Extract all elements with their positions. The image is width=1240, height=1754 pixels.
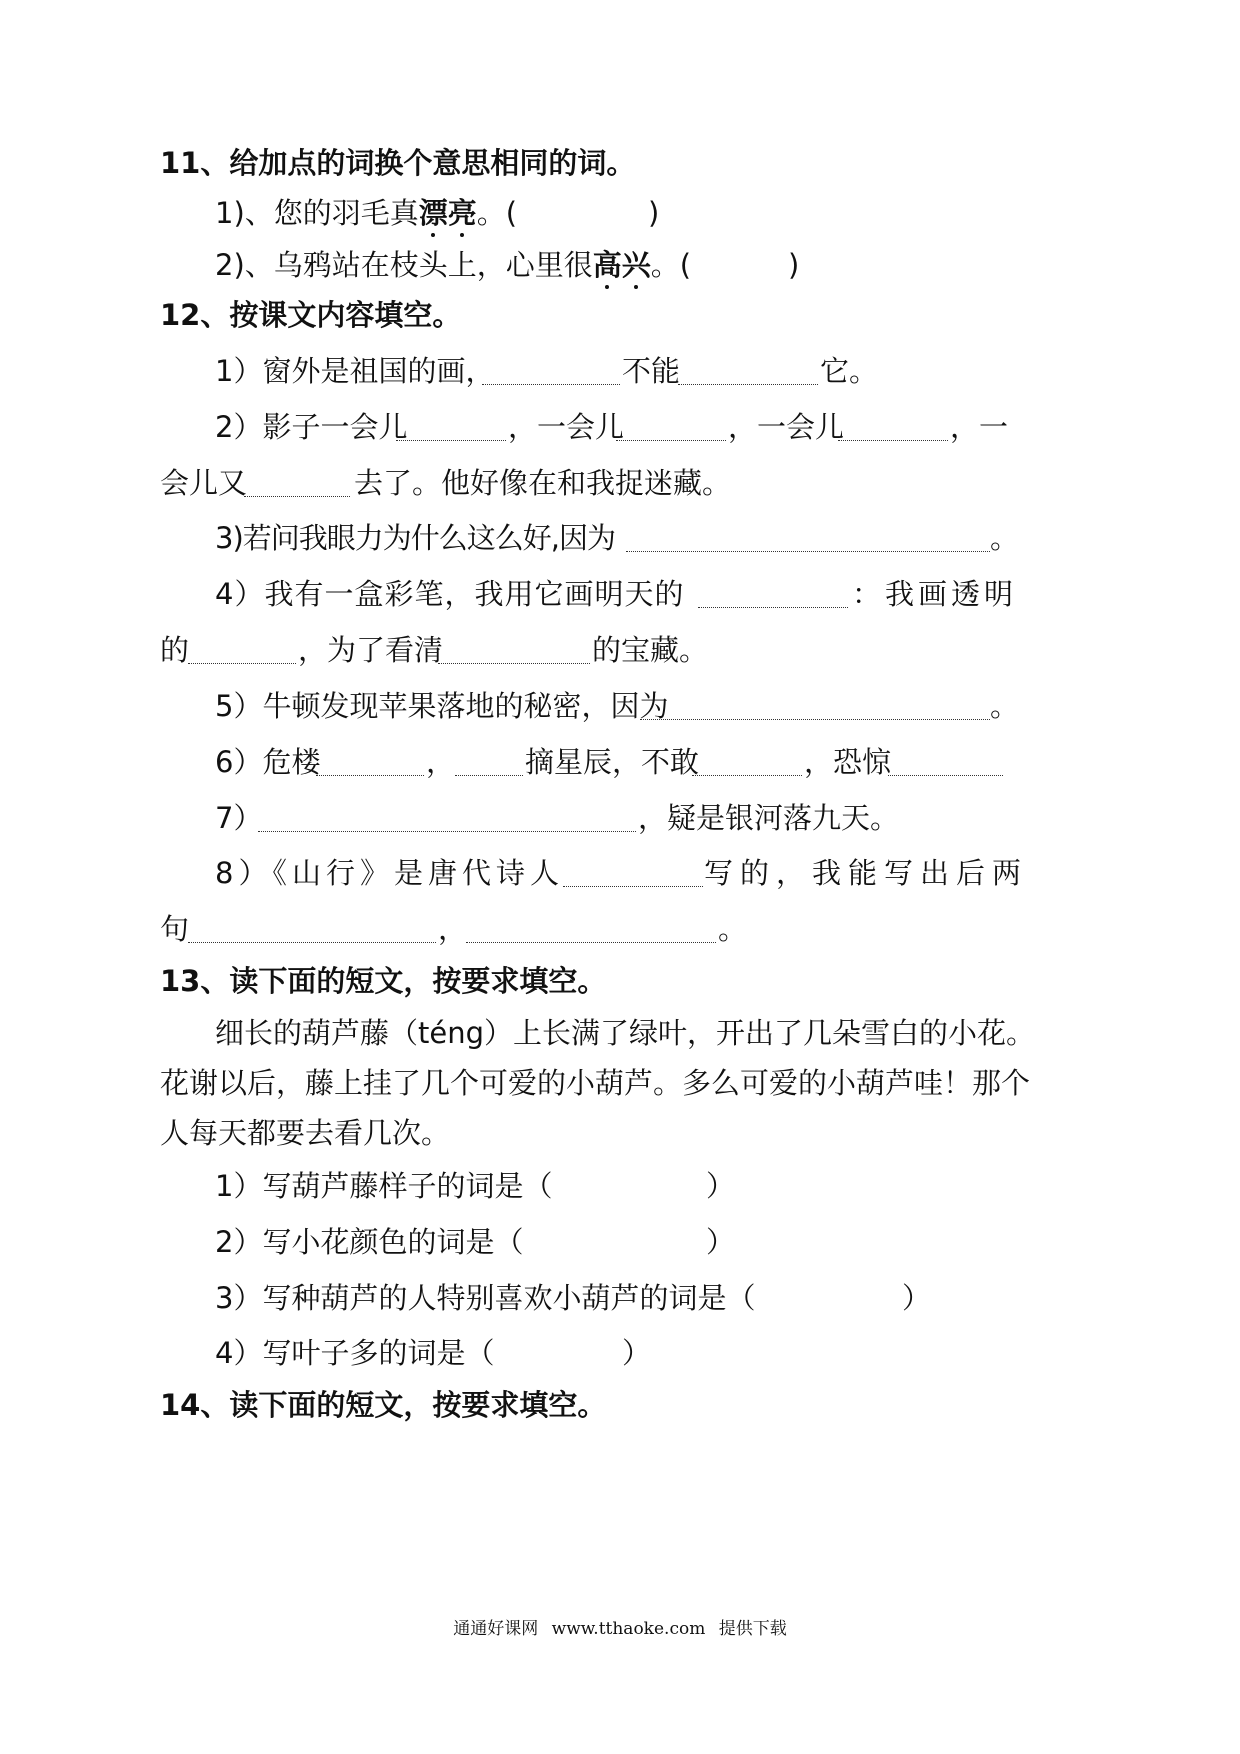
fill-blank[interactable] (640, 719, 990, 720)
fill-blank[interactable] (258, 831, 636, 832)
fill-blank[interactable] (678, 384, 818, 385)
fill-blank[interactable] (888, 775, 1003, 776)
q13-title: 13、读下面的短文，按要求填空。 (160, 964, 607, 998)
q12-2-text-b: ，一会儿 (508, 410, 625, 444)
q12-item-2 (0, 404, 1240, 450)
q12-8-text-b: 写的，我能写出后两 (704, 856, 1029, 890)
fill-blank[interactable] (396, 440, 506, 441)
q12-6-text-d: ，恐惊 (804, 745, 892, 779)
q14-title-line (0, 1382, 1240, 1428)
q12-3-text-b: 。 (990, 521, 1020, 555)
fill-blank[interactable] (563, 886, 703, 887)
q11-title-line (0, 140, 1240, 186)
q11-1-close-paren: ) (648, 196, 660, 230)
q13-passage-line-2 (0, 1060, 1240, 1106)
q12-4b-text-b: ，为了看清 (298, 633, 444, 667)
fill-blank[interactable] (466, 942, 716, 943)
q13-4-close-paren: ） (622, 1336, 652, 1370)
q12-item-8 (0, 850, 1240, 896)
q12-item-6 (0, 739, 1240, 785)
fill-blank[interactable] (698, 607, 848, 608)
q12-4-text-b: ：我画透明 (852, 577, 1018, 611)
q12-6-text-c: 摘星辰，不敢 (525, 745, 700, 779)
q12-1-text-b: 不能 (622, 354, 681, 388)
q11-1-open: 。( (476, 196, 518, 230)
q12-7-text-a: 7） (215, 801, 263, 835)
q11-2-open: 。( (650, 248, 692, 282)
q12-item-5 (0, 683, 1240, 729)
emphasized-char: 高 (593, 248, 622, 282)
q12-8b-text-b: ， (438, 912, 468, 946)
q13-passage-2: 花谢以后，藤上挂了几个可爱的小葫芦。多么可爱的小葫芦哇！那个 (160, 1066, 1031, 1100)
q13-1-close-paren: ） (706, 1169, 736, 1203)
q13-passage-line-3 (0, 1110, 1240, 1156)
fill-blank[interactable] (438, 663, 590, 664)
q13-passage-1: 细长的葫芦藤（téng）上长满了绿叶，开出了几朵雪白的小花。 (215, 1016, 1036, 1050)
q12-2-text-a: 2）影子一会儿 (215, 410, 408, 444)
q12-1-text-c: 它。 (820, 354, 879, 388)
q12-2-text-c: ，一会儿 (728, 410, 845, 444)
q12-2b-text-b: 去了。他好像在和我捉迷藏。 (354, 466, 732, 500)
q14-title: 14、读下面的短文，按要求填空。 (160, 1388, 607, 1422)
emphasized-char: 漂 (419, 196, 448, 230)
footer-note: 提供下载 (718, 1619, 787, 1639)
q12-item-2-cont (0, 460, 1240, 506)
q12-2-text-d: ，一 (950, 410, 1009, 444)
q11-2-close-paren: ) (788, 248, 800, 282)
q11-1-prefix: 1)、您的羽毛真 (215, 196, 419, 230)
emphasis-dot (431, 233, 435, 237)
q12-3-text-a: 3)若问我眼力为什么这么好,因为 (215, 521, 615, 555)
emphasis-dot (634, 285, 638, 289)
emphasis-dot (460, 233, 464, 237)
q12-7-text-b: ，疑是银河落九天。 (638, 801, 900, 835)
fill-blank[interactable] (188, 663, 296, 664)
fill-blank[interactable] (316, 775, 424, 776)
fill-blank[interactable] (455, 775, 523, 776)
q12-8b-text-c: 。 (718, 912, 748, 946)
q13-2-text: 2）写小花颜色的词是（ (215, 1225, 524, 1259)
fill-blank[interactable] (692, 775, 802, 776)
q12-item-4 (0, 571, 1240, 617)
q13-item-3 (0, 1275, 1240, 1321)
q12-5-text-a: 5）牛顿发现苹果落地的秘密，因为 (215, 689, 669, 723)
q13-item-4 (0, 1330, 1240, 1376)
q13-1-text: 1）写葫芦藤样子的词是（ (215, 1169, 553, 1203)
q12-5-text-b: 。 (990, 689, 1020, 723)
q13-passage-line-1 (0, 1010, 1240, 1056)
q12-title-line (0, 292, 1240, 338)
emphasized-char: 亮 (448, 196, 477, 230)
q12-6-text-a: 6）危楼 (215, 745, 321, 779)
q13-passage-3: 人每天都要去看几次。 (160, 1116, 451, 1150)
q12-item-8-cont (0, 906, 1240, 952)
q12-4-text-a: 4）我有一盒彩笔，我用它画明天的 (215, 577, 685, 611)
q12-item-3 (0, 515, 1240, 561)
q11-title: 11、给加点的词换个意思相同的词。 (160, 146, 636, 180)
q12-8-text-a: 8）《山行》是唐代诗人 (215, 856, 564, 890)
fill-blank[interactable] (188, 942, 436, 943)
q12-4b-text-c: 的宝藏。 (592, 633, 709, 667)
q12-4b-text-a: 的 (160, 633, 190, 667)
footer-url[interactable]: www.tthaoke.com (551, 1619, 706, 1639)
q12-1-text-a: 1）窗外是祖国的画， (215, 354, 495, 388)
fill-blank[interactable] (626, 551, 990, 552)
q11-item-1 (0, 190, 1240, 236)
q11-item-2 (0, 242, 1240, 288)
emphasized-char: 兴 (622, 248, 651, 282)
q11-2-prefix: 2)、乌鸦站在枝头上，心里很 (215, 248, 593, 282)
q12-item-1 (0, 348, 1240, 394)
q13-3-close-paren: ） (902, 1281, 932, 1315)
fill-blank[interactable] (838, 440, 948, 441)
fill-blank[interactable] (616, 440, 726, 441)
q12-item-4-cont (0, 627, 1240, 673)
q13-2-close-paren: ） (706, 1225, 736, 1259)
q13-item-1 (0, 1163, 1240, 1209)
fill-blank[interactable] (482, 384, 620, 385)
q13-title-line (0, 958, 1240, 1004)
q13-item-2 (0, 1219, 1240, 1265)
emphasis-dot (605, 285, 609, 289)
footer-site: 通通好课网 (453, 1619, 539, 1639)
q12-8b-text-a: 句 (160, 912, 190, 946)
fill-blank[interactable] (244, 496, 350, 497)
q13-4-text: 4）写叶子多的词是（ (215, 1336, 495, 1370)
q12-6-text-b: ， (426, 745, 456, 779)
q12-title: 12、按课文内容填空。 (160, 298, 462, 332)
page-footer (0, 1614, 1240, 1639)
q12-item-7 (0, 795, 1240, 841)
q13-3-text: 3）写种葫芦的人特别喜欢小葫芦的词是（ (215, 1281, 756, 1315)
q12-2b-text-a: 会儿又 (160, 466, 248, 500)
